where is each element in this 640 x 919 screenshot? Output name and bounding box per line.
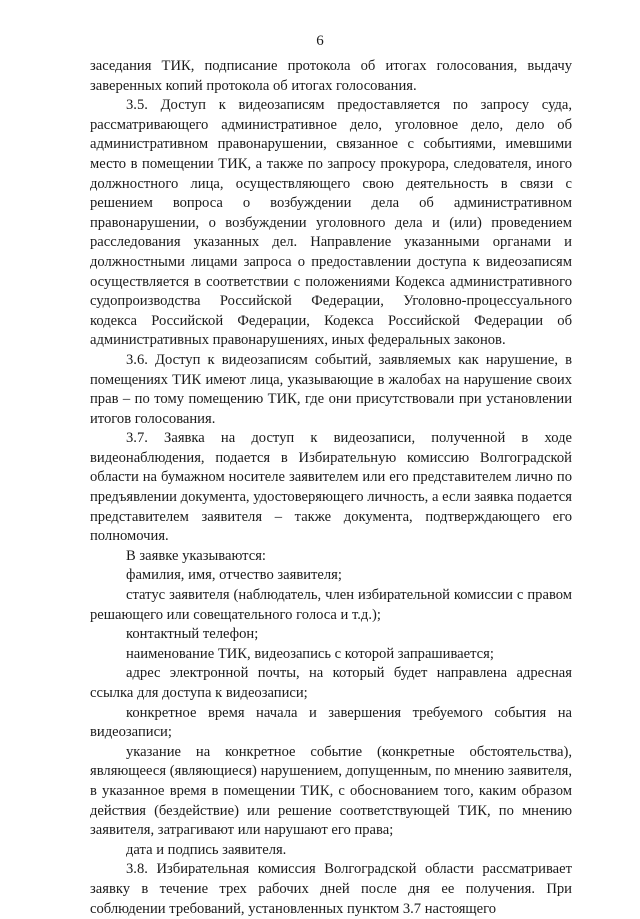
paragraph-3-8: 3.8. Избирательная комиссия Волгоградской области рассматривает заявку в течение трех рабочих дней после дня ее получения. При соблюдении требований, установленных пунктом 3.7 настоящего: [90, 861, 572, 917]
page-number: 6: [316, 33, 324, 49]
paragraph-3-5: 3.5. Доступ к видеозаписям предоставляется по запросу суда, рассматривающего административное дело, уголовное дело, дело об административном правонарушении, связанное с событиями, имевшими место в помещении ТИК, а также по запросу прокурора, следователя, иного должностного лица, осуществляющего свою деятельность в связи с решением вопроса о возбуждении дела об административном правонарушении, о возбуждении уголовного дела и (или) проведением расследования указанных дел. Направление указанными органами и должностными лицами запроса о предоставлении доступа к видеозаписям осуществляется в соответствии с положениями Кодекса административного судопроизводства Российской Федерации, Уголовно-процессуального кодекса Российской Федерации, Кодекса Российской Федерации об административных правонарушениях, иных федеральных законов.: [90, 97, 572, 349]
list-item-name: фамилия, имя, отчество заявителя;: [126, 567, 342, 584]
list-item-date-signature: дата и подпись заявителя.: [126, 841, 287, 858]
list-item-tik-name: наименование ТИК, видеозапись с которой запрашивается;: [126, 645, 494, 662]
document-body: [90, 57, 572, 919]
list-item-status: статус заявителя (наблюдатель, член избирательной комиссии с правом решающего или совещательного голоса и т.д.);: [90, 587, 572, 623]
paragraph-3-7: 3.7. Заявка на доступ к видеозаписи, полученной в ходе видеонаблюдения, подается в Избирательную комиссию Волгоградской области на бумажном носителе заявителем или его представителем лично по предъявлении документа, удостоверяющего личность, а если заявка подается представителем заявителя – также документа, подтверждающего его полномочия.: [90, 430, 572, 545]
paragraph-continuation: заседания ТИК, подписание протокола об итогах голосования, выдачу заверенных копий протокола об итогах голосования.: [90, 58, 572, 94]
paragraph-3-6: 3.6. Доступ к видеозаписям событий, заявляемых как нарушение, в помещениях ТИК имеют лица, указывающие в жалобах на нарушение своих прав – по тому помещению ТИК, где они присутствовали при установлении итогов голосования.: [90, 351, 572, 427]
list-item-email: адрес электронной почты, на который будет направлена адресная ссылка для доступа к видеозаписи;: [90, 665, 572, 701]
list-item-phone: контактный телефон;: [126, 626, 259, 643]
list-item-time: конкретное время начала и завершения требуемого события на видеозаписи;: [90, 704, 572, 741]
list-intro: В заявке указываются:: [126, 547, 266, 564]
list-item-event: указание на конкретное событие (конкретные обстоятельства), являющееся (являющиеся) нарушением, допущенным, по мнению заявителя, в указанное время в помещении ТИК, с обоснованием того, каким образом действия (бездействие) или решение соответствующей ТИК, по мнению заявителя, затрагивают или нарушают его права;: [90, 743, 572, 839]
